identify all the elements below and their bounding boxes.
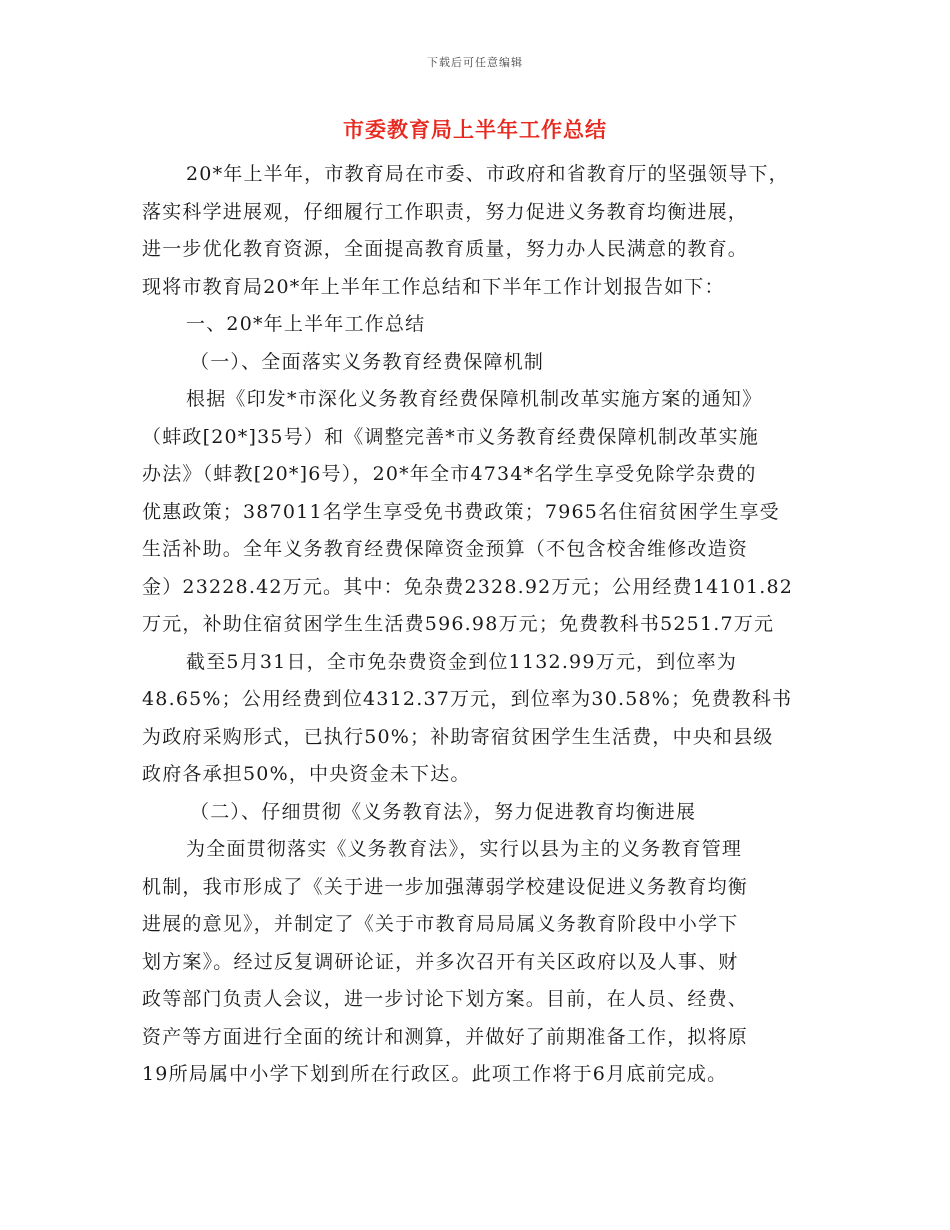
- paragraph-line: 20*年上半年，市教育局在市委、市政府和省教育厅的坚强领导下，: [186, 163, 789, 185]
- section-heading: 一、20*年上半年工作总结: [186, 313, 426, 335]
- subsection-heading: （一）、全面落实义务教育经费保障机制: [190, 350, 545, 373]
- paragraph-line: 资产等方面进行全面的统计和测算，并做好了前期准备工作，拟将原: [142, 1025, 749, 1048]
- paragraph-line: 根据《印发*市深化义务教育经费保障机制改革实施方案的通知》: [186, 388, 763, 410]
- paragraph-line: 进展的意见》，并制定了《关于市教育局局属义务教育阶段中小学下: [142, 913, 739, 935]
- paragraph-line: 48.65%；公用经费到位4312.37万元，到位率为30.58%；免费教科书: [142, 688, 793, 710]
- paragraph-line: （蚌政[20*]35号）和《调整完善*市义务教育经费保障机制改革实施: [142, 425, 759, 448]
- paragraph-line: 进一步优化教育资源，全面提高教育质量，努力办人民满意的教育。: [142, 238, 749, 260]
- paragraph-line: 万元，补助住宿贫困学生生活费596.98万元；免费教科书5251.7万元: [142, 613, 775, 635]
- paragraph-line: 划方案》。经过反复调研论证，并多次召开有关区政府以及人事、财: [142, 950, 739, 973]
- paragraph-line: 政等部门负责人会议，进一步讨论下划方案。目前，在人员、经费、: [142, 988, 749, 1010]
- paragraph-line: 19所局属中小学下划到所在行政区。此项工作将于6月底前完成。: [142, 1063, 728, 1085]
- paragraph-line: 现将市教育局20*年上半年工作总结和下半年工作计划报告如下：: [142, 275, 725, 298]
- paragraph-line: 为全面贯彻落实《义务教育法》，实行以县为主的义务教育管理: [186, 838, 743, 860]
- paragraph-line: 金）23228.42万元。其中：免杂费2328.92万元；公用经费14101.82: [142, 575, 794, 598]
- paragraph-line: 为政府采购形式，已执行50%；补助寄宿贫困学生生活费，中央和县级: [142, 725, 774, 748]
- document-title: 市委教育局上半年工作总结: [343, 118, 607, 142]
- paragraph-line: 政府各承担50%，中央资金未下达。: [142, 763, 471, 785]
- paragraph-line: 落实科学进展观，仔细履行工作职责，努力促进义务教育均衡进展，: [142, 200, 749, 223]
- subsection-heading: （二）、仔细贯彻《义务教育法》，努力促进教育均衡进展: [190, 800, 697, 823]
- paragraph-line: 办法》（蚌教[20*]6号），20*年全市4734*名学生享受免除学杂费的: [142, 463, 757, 485]
- document-body: [142, 156, 832, 1094]
- paragraph-line: 机制，我市形成了《关于进一步加强薄弱学校建设促进义务教育均衡: [142, 875, 749, 898]
- paragraph-line: 优惠政策；387011名学生享受免书费政策；7965名住宿贫困学生享受: [142, 500, 780, 523]
- paragraph-line: 截至5月31日，全市免杂费资金到位1132.99万元，到位率为: [186, 650, 738, 673]
- header-note: 下载后可任意编辑: [427, 56, 523, 69]
- paragraph-line: 生活补助。全年义务教育经费保障资金预算（不包含校舍维修改造资: [142, 538, 749, 560]
